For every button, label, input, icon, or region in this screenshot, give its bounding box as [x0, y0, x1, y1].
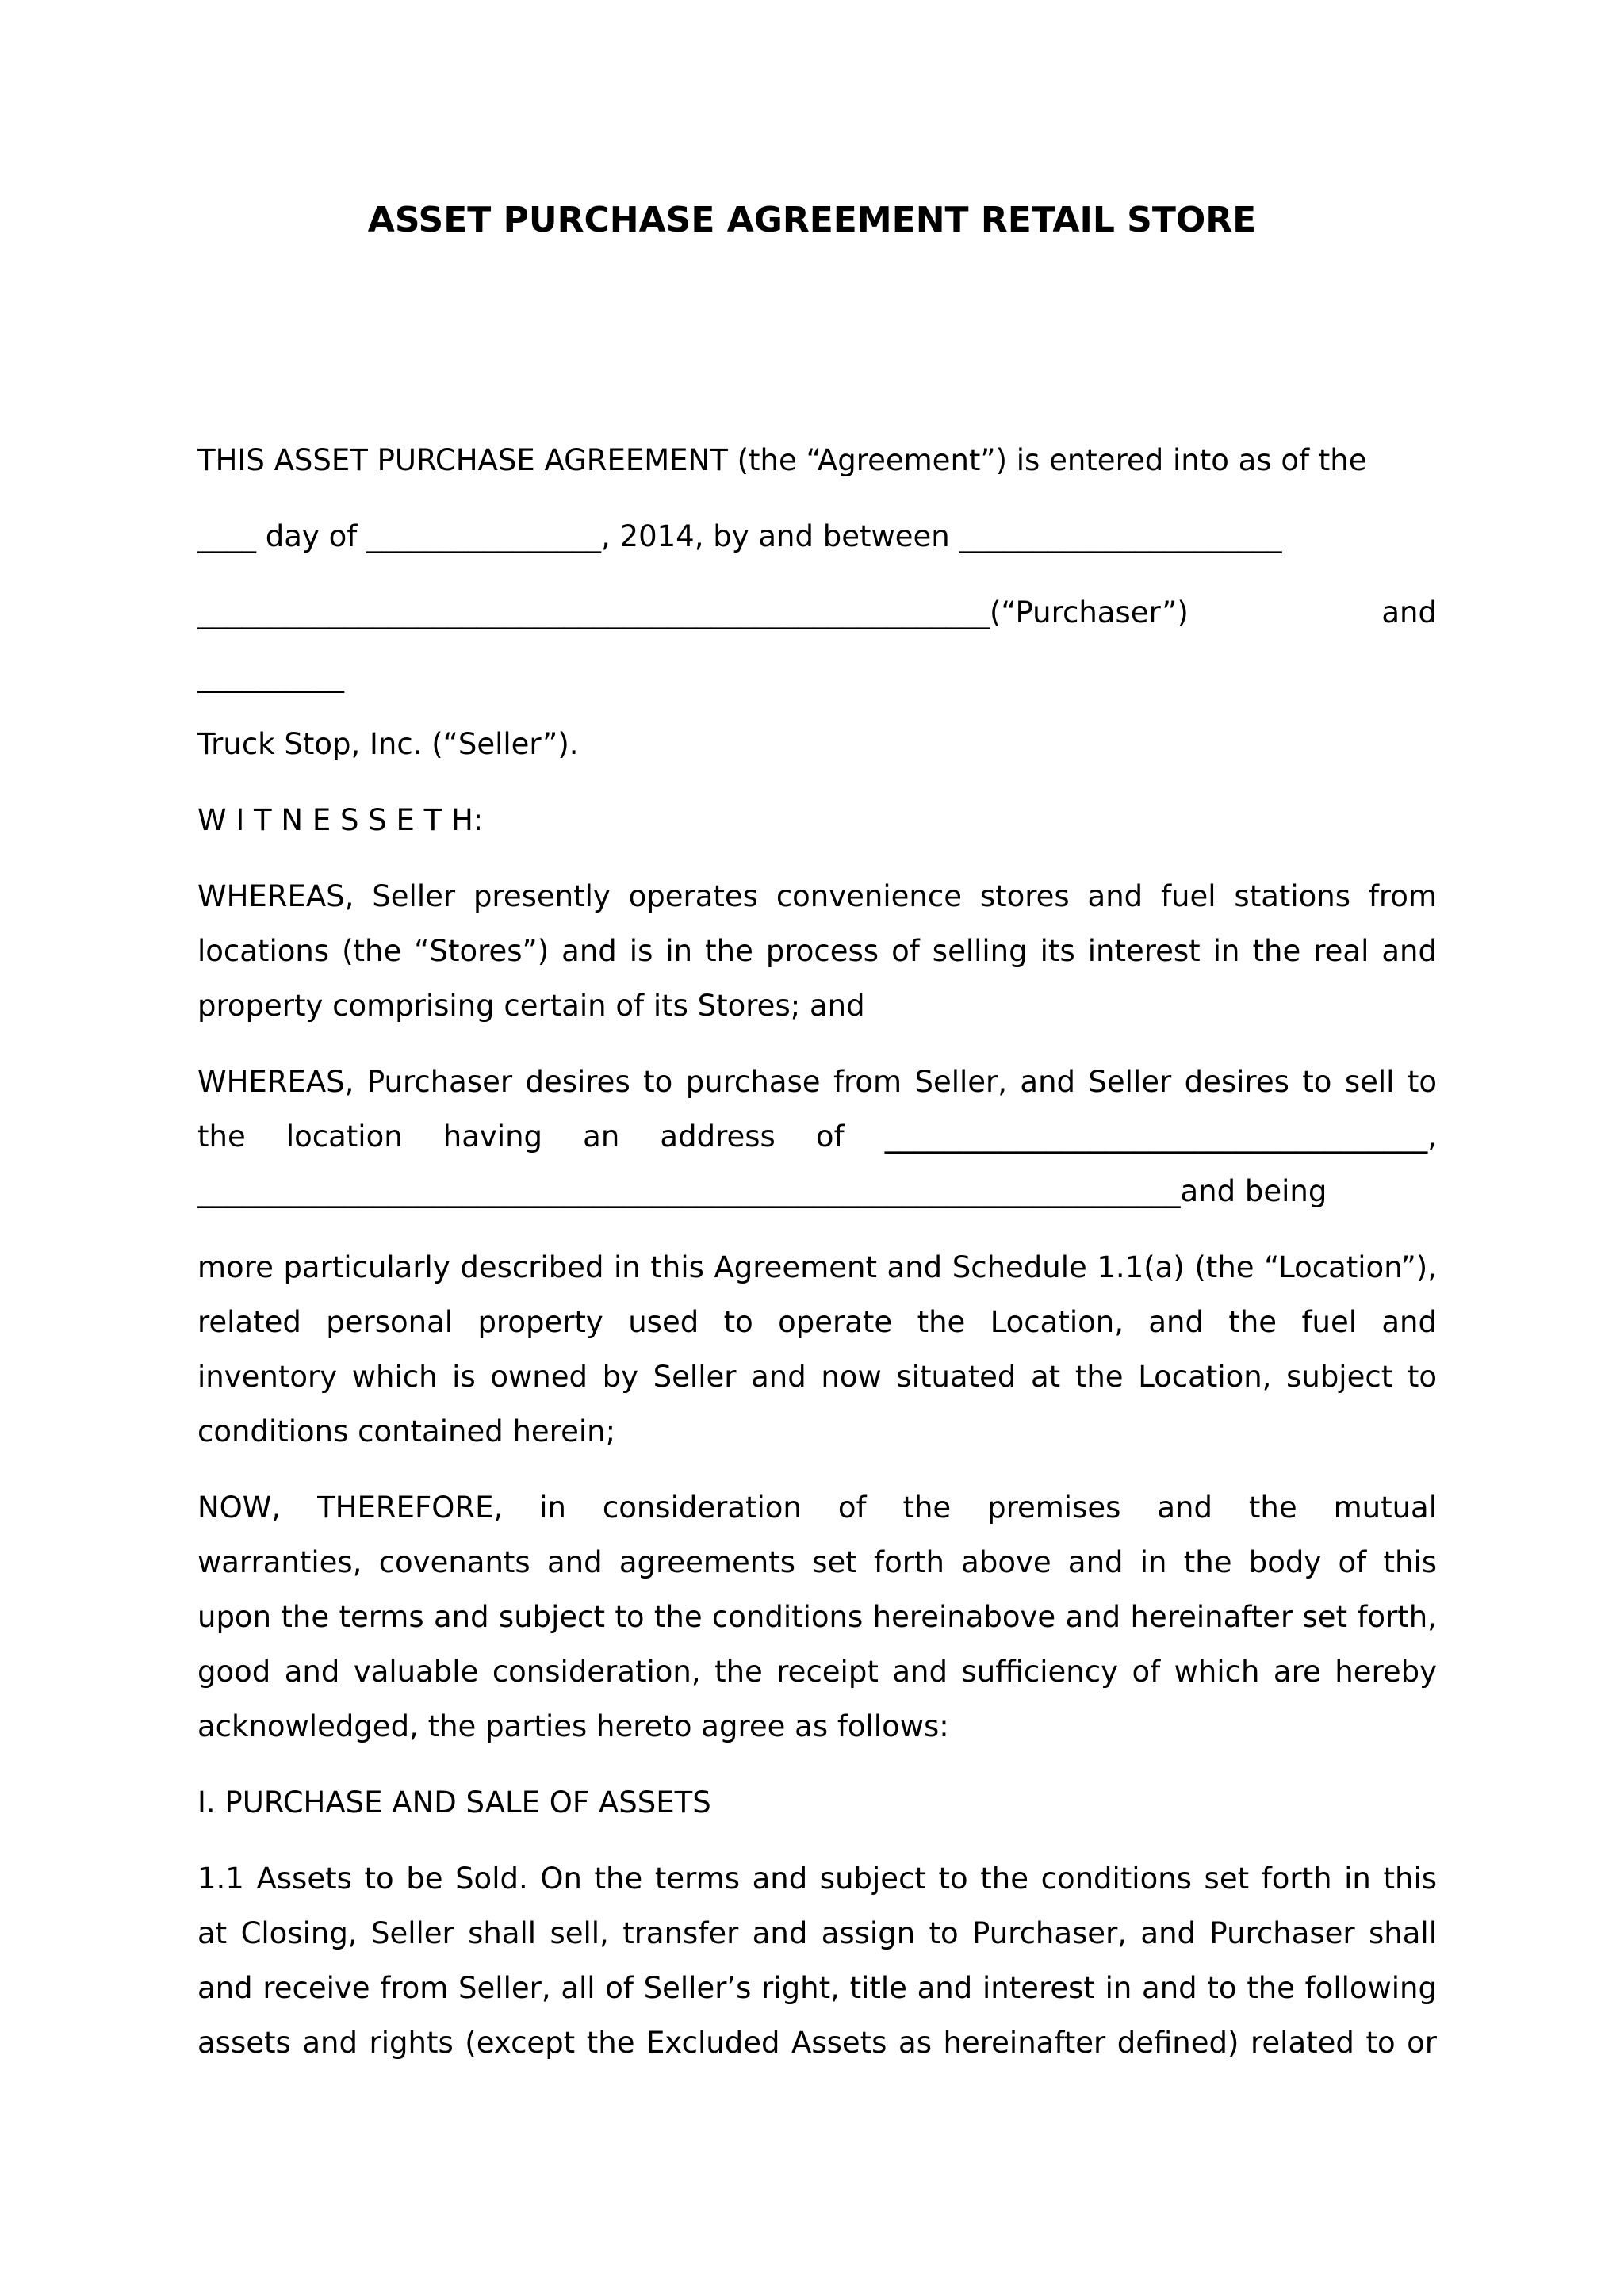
text-line: and [1381, 595, 1437, 629]
text-line: WHEREAS, Purchaser desires to purchase from Seller, and Seller desires to sell to [197, 1065, 1437, 1099]
text-line: __________ [197, 659, 344, 693]
text-line: NOW, THEREFORE, in consideration of the premises and the mutual [197, 1490, 1437, 1525]
text-line: Truck Stop, Inc. (“Seller”). [197, 727, 579, 761]
text-line: acknowledged, the parties hereto agree as follows: [197, 1709, 949, 1743]
text-line: the location having an address of _____________________________________, [197, 1119, 1437, 1154]
text-line: W I T N E S S E T H: [197, 803, 484, 837]
text-line: ____ day of ________________, 2014, by and between ______________________ [197, 519, 1282, 553]
text-line: related personal property used to operate the Location, and the fuel and [197, 1305, 1437, 1339]
text-line: good and valuable consideration, the receipt and sufficiency of which are hereby [197, 1655, 1437, 1689]
text-line: 1.1 Assets to be Sold. On the terms and subject to the conditions set forth in this [197, 1862, 1437, 1896]
text-line: conditions contained herein; [197, 1414, 616, 1448]
text-line: at Closing, Seller shall sell, transfer and assign to Purchaser, and Purchaser shall [197, 1916, 1437, 1950]
section-heading: I. PURCHASE AND SALE OF ASSETS [197, 1785, 711, 1820]
text-line: THIS ASSET PURCHASE AGREEMENT (the “Agreement”) is entered into as of the [197, 443, 1367, 477]
text-line: inventory which is owned by Seller and now situated at the Location, subject to [197, 1360, 1437, 1394]
text-line: property comprising certain of its Stores; and [197, 989, 865, 1023]
text-line: and receive from Seller, all of Seller’s right, title and interest in and to the following [197, 1971, 1437, 2005]
text-line: assets and rights (except the Excluded Assets as hereinafter defined) related to or [197, 2026, 1437, 2060]
text-line: more particularly described in this Agreement and Schedule 1.1(a) (the “Location”), [197, 1250, 1437, 1284]
text-line: upon the terms and subject to the conditions hereinabove and hereinafter set forth, [197, 1600, 1437, 1634]
text-line: WHEREAS, Seller presently operates convenience stores and fuel stations from [197, 879, 1437, 913]
text-line: warranties, covenants and agreements set forth above and in the body of this [197, 1545, 1437, 1579]
text-line: ___________________________________________________________________and being [197, 1174, 1327, 1208]
text-line: ______________________________________________________(“Purchaser”) [197, 595, 1189, 629]
text-line: locations (the “Stores”) and is in the process of selling its interest in the real and [197, 934, 1437, 968]
document-title: ASSET PURCHASE AGREEMENT RETAIL STORE [367, 200, 1257, 240]
